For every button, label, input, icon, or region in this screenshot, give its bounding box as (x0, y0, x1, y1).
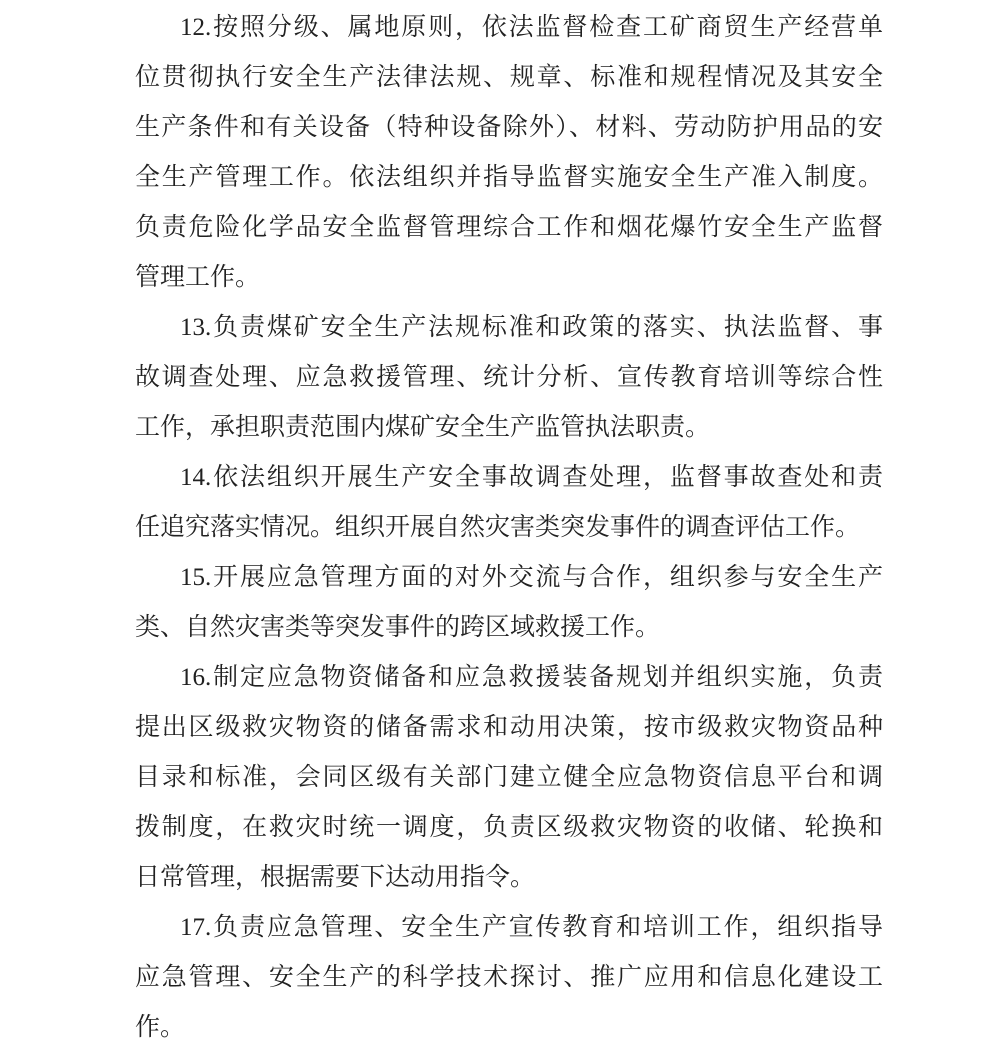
text-line: 拨制度，在救灾时统一调度，负责区级救灾物资的收储、轮换和 (135, 814, 883, 841)
text-line: 14.依法组织开展生产安全事故调查处理，监督事故查处和责 (180, 464, 883, 491)
text-line: 目录和标准，会同区级有关部门建立健全应急物资信息平台和调 (135, 764, 883, 791)
text-line: 日常管理，根据需要下达动用指令。 (135, 864, 536, 891)
text-line: 提出区级救灾物资的储备需求和动用决策，按市级救灾物资品种 (135, 714, 883, 741)
text-line: 13.负责煤矿安全生产法规标准和政策的落实、执法监督、事 (180, 314, 883, 341)
document-body (135, 3, 883, 1053)
text-line: 类、自然灾害类等突发事件的跨区域救援工作。 (135, 614, 661, 641)
text-line: 作。 (135, 1014, 186, 1041)
text-line: 16.制定应急物资储备和应急救援装备规划并组织实施，负责 (180, 664, 883, 691)
text-line: 应急管理、安全生产的科学技术探讨、推广应用和信息化建设工 (135, 964, 883, 991)
text-line: 全生产管理工作。依法组织并指导监督实施安全生产准入制度。 (135, 164, 883, 191)
text-line: 故调查处理、应急救援管理、统计分析、宣传教育培训等综合性 (135, 364, 883, 391)
text-line: 管理工作。 (135, 264, 261, 291)
text-line: 负责危险化学品安全监督管理综合工作和烟花爆竹安全生产监督 (135, 214, 883, 241)
text-line: 位贯彻执行安全生产法律法规、规章、标准和规程情况及其安全 (135, 64, 883, 91)
text-line: 生产条件和有关设备（特种设备除外）、材料、劳动防护用品的安 (135, 114, 883, 141)
text-line: 15.开展应急管理方面的对外交流与合作，组织参与安全生产 (180, 564, 883, 591)
text-line: 12.按照分级、属地原则，依法监督检查工矿商贸生产经营单 (180, 14, 883, 41)
text-line: 17.负责应急管理、安全生产宣传教育和培训工作，组织指导 (180, 914, 883, 941)
text-line: 工作，承担职责范围内煤矿安全生产监管执法职责。 (135, 414, 711, 441)
text-line: 任追究落实情况。组织开展自然灾害类突发事件的调查评估工作。 (135, 514, 861, 541)
